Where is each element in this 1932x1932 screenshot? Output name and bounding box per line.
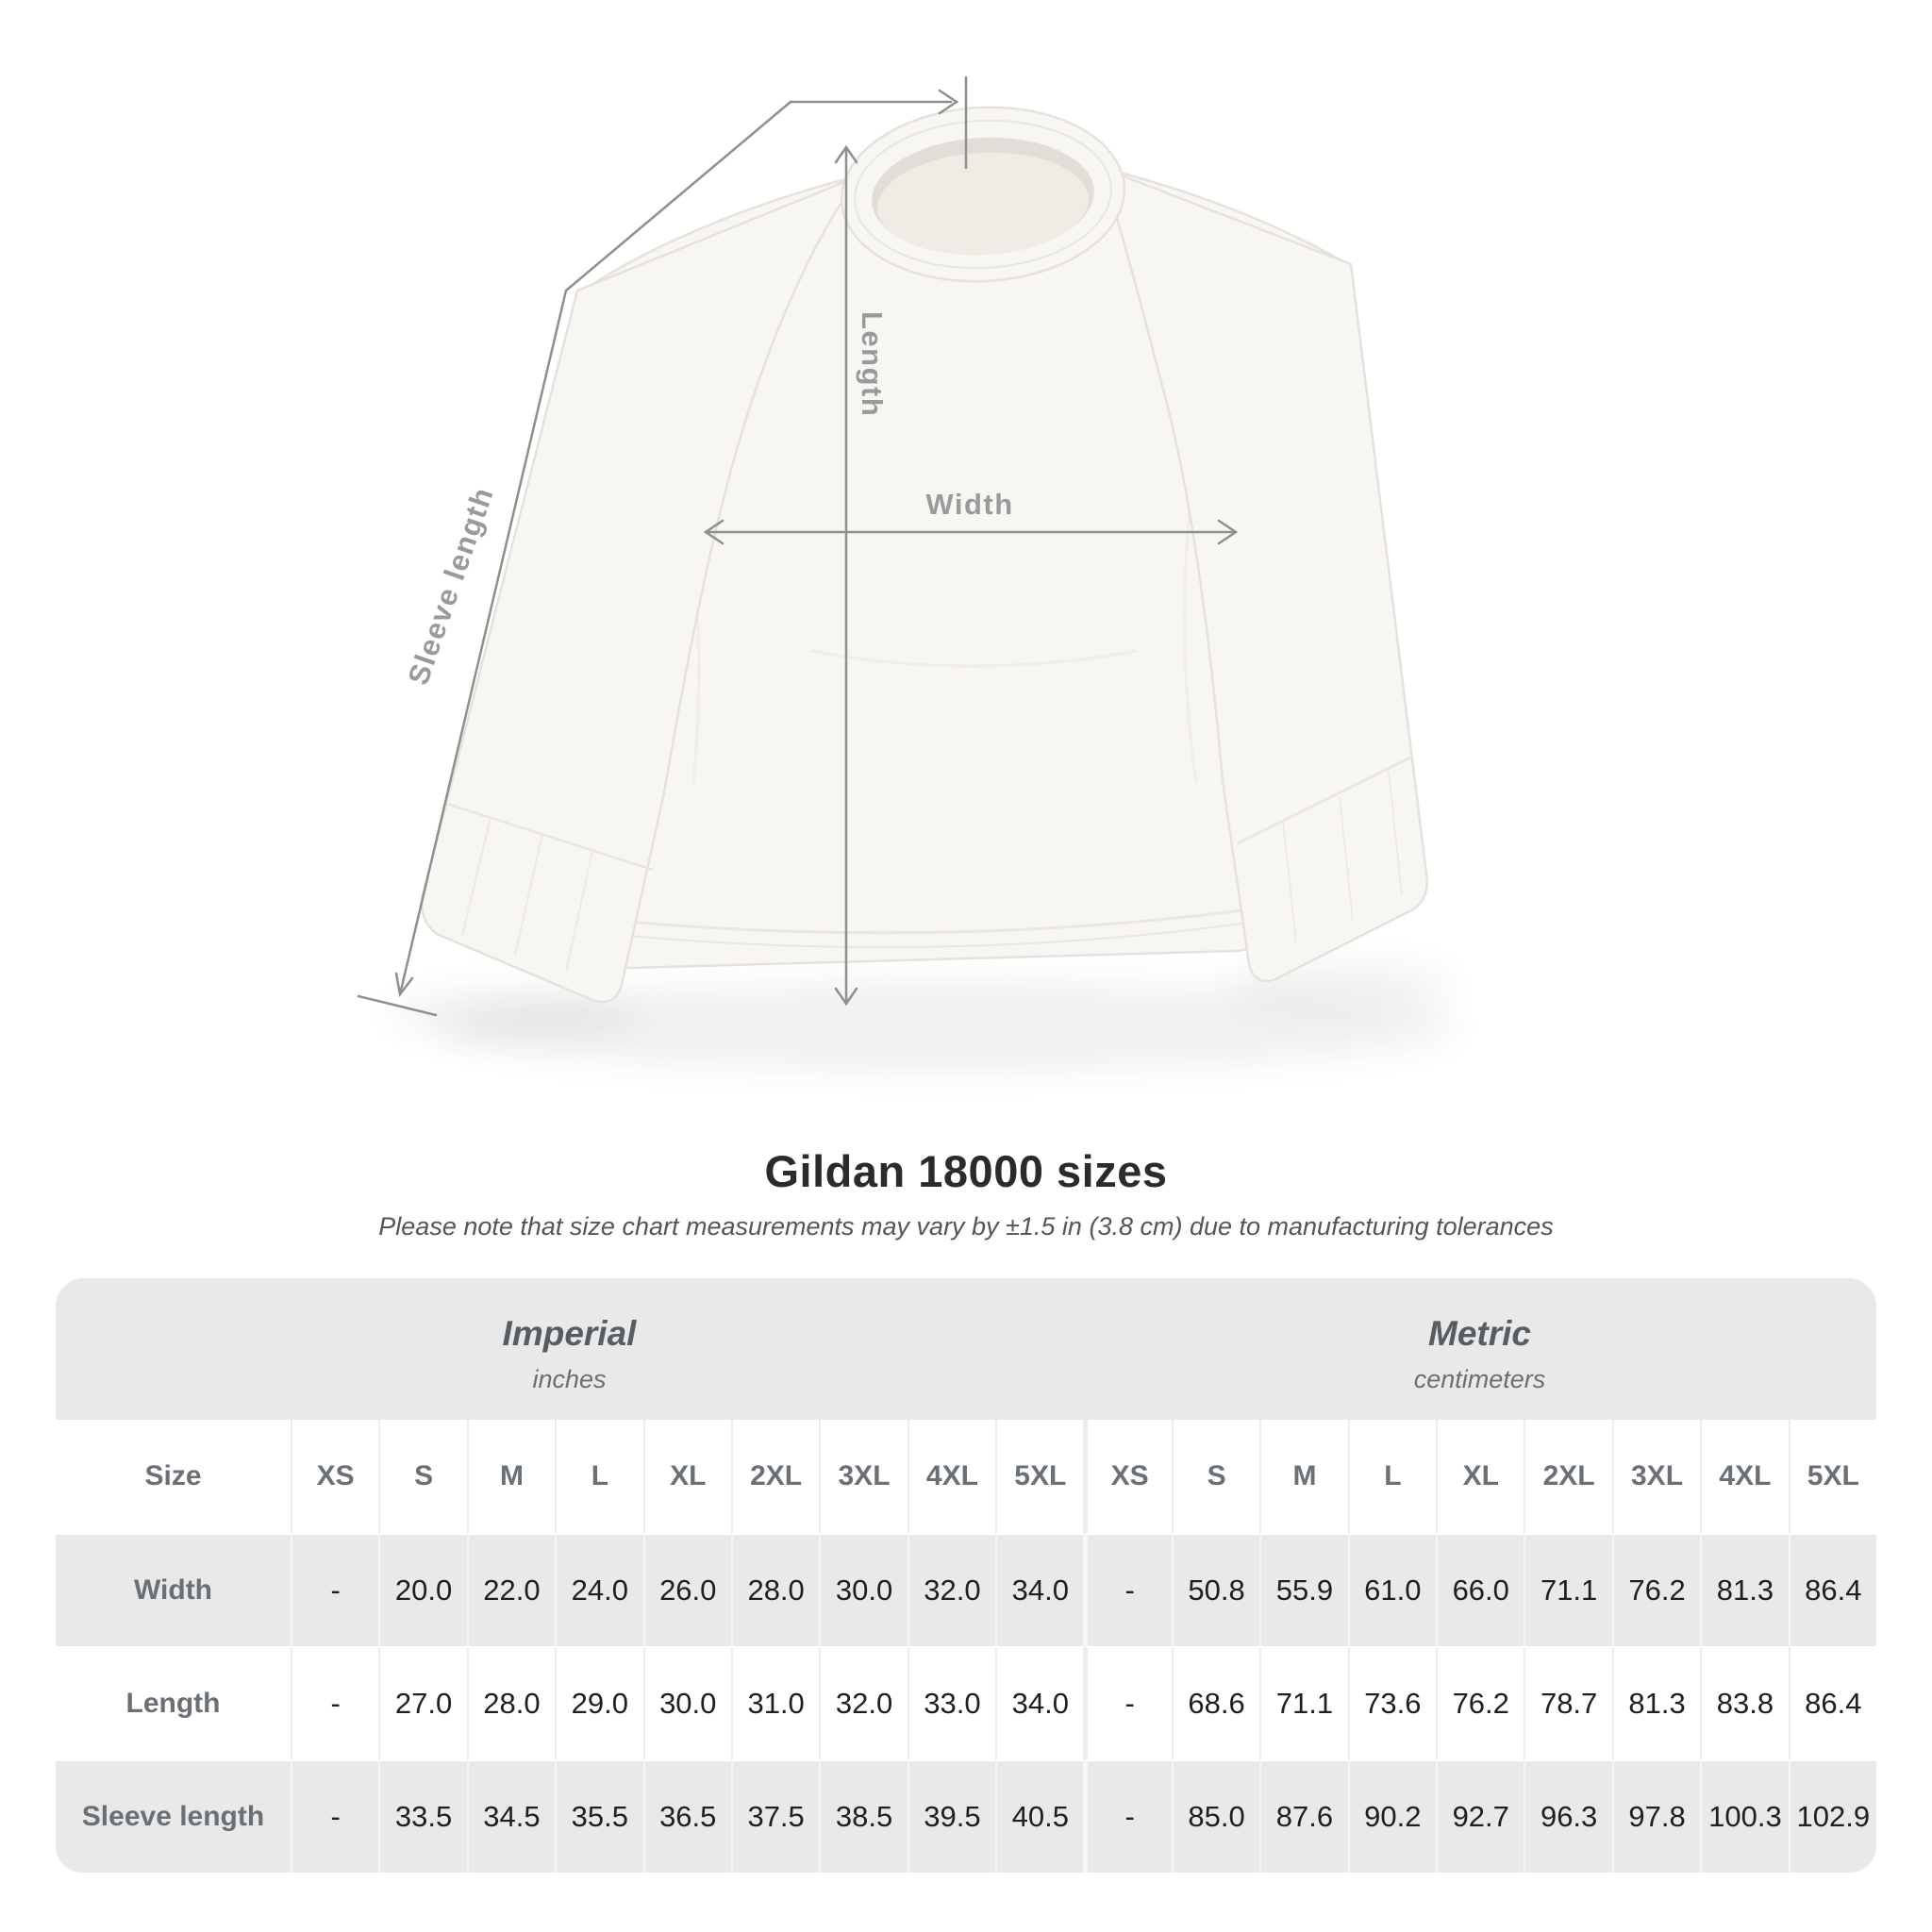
size-header-imperial: 4XL bbox=[908, 1420, 995, 1533]
metric-header bbox=[1083, 1278, 1876, 1420]
metric-title: Metric bbox=[1428, 1313, 1531, 1353]
cell-width-imperial: 20.0 bbox=[378, 1533, 466, 1646]
imperial-unit: inches bbox=[532, 1364, 607, 1393]
cell-length-metric: 71.1 bbox=[1259, 1646, 1347, 1759]
cell-length-metric: 86.4 bbox=[1789, 1646, 1876, 1759]
row-label-length: Length bbox=[56, 1646, 291, 1759]
row-label-sleeve-length: Sleeve length bbox=[56, 1759, 291, 1873]
cell-length-metric: - bbox=[1083, 1646, 1171, 1759]
cell-width-metric: 81.3 bbox=[1700, 1533, 1788, 1646]
cell-width-metric: 61.0 bbox=[1348, 1533, 1436, 1646]
page-subtitle: Please note that size chart measurements may vary by ±1.5 in (3.8 cm) due to manufacturing tolerances bbox=[378, 1212, 1554, 1241]
cell-sleeve-length-metric: 96.3 bbox=[1524, 1759, 1611, 1873]
width-label: Width bbox=[925, 488, 1014, 521]
cell-length-imperial: - bbox=[291, 1646, 378, 1759]
cell-length-metric: 78.7 bbox=[1524, 1646, 1611, 1759]
length-label: Length bbox=[856, 311, 889, 418]
cell-sleeve-length-imperial: 39.5 bbox=[908, 1759, 995, 1873]
cell-sleeve-length-imperial: - bbox=[291, 1759, 378, 1873]
cell-length-imperial: 27.0 bbox=[378, 1646, 466, 1759]
cell-length-imperial: 33.0 bbox=[908, 1646, 995, 1759]
row-label-width: Width bbox=[56, 1533, 291, 1646]
size-header-imperial: 2XL bbox=[731, 1420, 819, 1533]
size-header-metric: S bbox=[1172, 1420, 1259, 1533]
cell-length-imperial: 32.0 bbox=[819, 1646, 907, 1759]
size-header-metric: 2XL bbox=[1524, 1420, 1611, 1533]
imperial-header bbox=[56, 1278, 1083, 1420]
cell-length-imperial: 30.0 bbox=[643, 1646, 731, 1759]
size-header-metric: 3XL bbox=[1612, 1420, 1700, 1533]
cell-width-metric: 55.9 bbox=[1259, 1533, 1347, 1646]
cell-length-metric: 68.6 bbox=[1172, 1646, 1259, 1759]
sleeve-length-label: Sleeve length bbox=[401, 482, 501, 690]
cell-width-imperial: 24.0 bbox=[555, 1533, 642, 1646]
size-header-imperial: 5XL bbox=[995, 1420, 1083, 1533]
cell-sleeve-length-imperial: 35.5 bbox=[555, 1759, 642, 1873]
cell-width-imperial: 28.0 bbox=[731, 1533, 819, 1646]
cell-length-metric: 73.6 bbox=[1348, 1646, 1436, 1759]
cell-width-metric: 66.0 bbox=[1436, 1533, 1524, 1646]
cell-sleeve-length-imperial: 38.5 bbox=[819, 1759, 907, 1873]
caption bbox=[0, 1145, 1932, 1241]
cell-sleeve-length-metric: 85.0 bbox=[1172, 1759, 1259, 1873]
size-table bbox=[56, 1278, 1876, 1873]
size-grid bbox=[56, 1420, 1876, 1873]
size-header-metric: M bbox=[1259, 1420, 1347, 1533]
cell-sleeve-length-metric: 102.9 bbox=[1789, 1759, 1876, 1873]
cell-sleeve-length-imperial: 36.5 bbox=[643, 1759, 731, 1873]
metric-unit: centimeters bbox=[1413, 1364, 1546, 1393]
cell-length-imperial: 34.0 bbox=[995, 1646, 1083, 1759]
size-column-header: Size bbox=[56, 1420, 291, 1533]
size-header-imperial: L bbox=[555, 1420, 642, 1533]
cell-sleeve-length-metric: 97.8 bbox=[1612, 1759, 1700, 1873]
cell-width-imperial: 32.0 bbox=[908, 1533, 995, 1646]
page-title: Gildan 18000 sizes bbox=[764, 1146, 1168, 1196]
cell-length-imperial: 29.0 bbox=[555, 1646, 642, 1759]
size-header-imperial: M bbox=[467, 1420, 555, 1533]
size-header-metric: L bbox=[1348, 1420, 1436, 1533]
size-header-metric: 5XL bbox=[1789, 1420, 1876, 1533]
cell-sleeve-length-imperial: 33.5 bbox=[378, 1759, 466, 1873]
cell-width-metric: - bbox=[1083, 1533, 1171, 1646]
cell-width-metric: 71.1 bbox=[1524, 1533, 1611, 1646]
cell-sleeve-length-metric: 87.6 bbox=[1259, 1759, 1347, 1873]
size-header-metric: 4XL bbox=[1700, 1420, 1788, 1533]
size-header-imperial: 3XL bbox=[819, 1420, 907, 1533]
cell-width-imperial: 30.0 bbox=[819, 1533, 907, 1646]
cell-length-metric: 83.8 bbox=[1700, 1646, 1788, 1759]
cell-sleeve-length-imperial: 40.5 bbox=[995, 1759, 1083, 1873]
cell-sleeve-length-metric: 100.3 bbox=[1700, 1759, 1788, 1873]
cell-sleeve-length-metric: 92.7 bbox=[1436, 1759, 1524, 1873]
cell-width-metric: 86.4 bbox=[1789, 1533, 1876, 1646]
cell-width-imperial: 34.0 bbox=[995, 1533, 1083, 1646]
cell-length-imperial: 31.0 bbox=[731, 1646, 819, 1759]
cell-length-metric: 81.3 bbox=[1612, 1646, 1700, 1759]
cell-width-imperial: 26.0 bbox=[643, 1533, 731, 1646]
size-header-metric: XS bbox=[1083, 1420, 1171, 1533]
cell-sleeve-length-imperial: 37.5 bbox=[731, 1759, 819, 1873]
cell-width-metric: 50.8 bbox=[1172, 1533, 1259, 1646]
sweatshirt bbox=[422, 100, 1426, 1002]
cell-sleeve-length-imperial: 34.5 bbox=[467, 1759, 555, 1873]
size-header-metric: XL bbox=[1436, 1420, 1524, 1533]
size-header-imperial: XL bbox=[643, 1420, 731, 1533]
cell-sleeve-length-metric: 90.2 bbox=[1348, 1759, 1436, 1873]
cell-length-imperial: 28.0 bbox=[467, 1646, 555, 1759]
cell-width-imperial: - bbox=[291, 1533, 378, 1646]
cell-width-imperial: 22.0 bbox=[467, 1533, 555, 1646]
cell-length-metric: 76.2 bbox=[1436, 1646, 1524, 1759]
imperial-title: Imperial bbox=[502, 1313, 637, 1353]
cell-sleeve-length-metric: - bbox=[1083, 1759, 1171, 1873]
cell-width-metric: 76.2 bbox=[1612, 1533, 1700, 1646]
size-header-imperial: XS bbox=[291, 1420, 378, 1533]
table-header-band bbox=[56, 1278, 1876, 1420]
size-header-imperial: S bbox=[378, 1420, 466, 1533]
